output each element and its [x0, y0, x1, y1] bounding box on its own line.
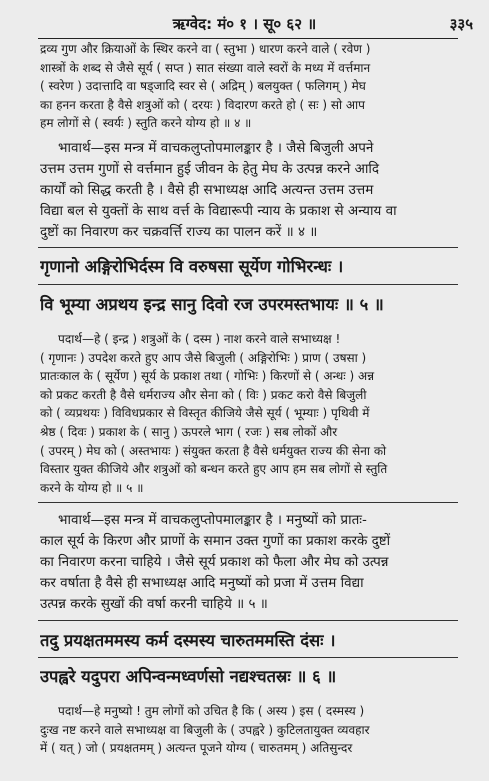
text-line: कार्यों को सिद्ध करती है । वैसे ही सभाध्यक्ष आदि अत्यन्त उत्तम उत्तम [40, 182, 374, 198]
text-line: करने के योग्य हो ॥ ५ ॥ [40, 480, 144, 495]
text-line: पदार्थ—हे ( इन्द्र ) शत्रुओं के ( दस्म ) नाश करने वाले सभाध्यक्ष ! [58, 332, 341, 346]
running-title: ऋग्वेद: मं० १ । सू० ६२ ॥ [172, 15, 317, 33]
text-line: प्रातःकाल के ( सूर्येण ) सूर्य के प्रकाश तथा ( गोभिः ) किरणों से ( अन्धः ) अन्न [40, 369, 375, 384]
text-line: ( गृणानः ) उपदेश करते हुए आप जैसे बिजुली ( अङ्गिरोभिः ) प्राण ( उषसा ) [40, 350, 367, 365]
bhavartha-5 [40, 510, 460, 615]
text-line: दुःख नष्ट करने वाले सभाध्यक्ष वा बिजुली के ( उपह्वरे ) कुटिलतायुक्त व्यवहार [40, 722, 370, 737]
text-line: को ( व्यप्रथयः ) विविधप्रकार से विस्तृत कीजिये जैसे सूर्य ( भूम्याः ) पृथिवी में [40, 406, 370, 421]
header-rule [38, 38, 458, 39]
section-rule [38, 657, 458, 658]
text-line: ( उपरम् ) मेघ को ( अस्तभायः ) संयुक्त करता है वैसे धर्मयुक्त राज्य की सेना को [40, 443, 387, 458]
text-line: विद्या बल से युक्तों के साथ वर्त्त के विद्यारूपी न्याय के प्रकाश से अन्याय वा [40, 203, 397, 219]
text-line: उत्पन्न करके सुखों की वर्षा करनी चाहिये ॥ ५ ॥ [40, 596, 268, 612]
section-rule [38, 247, 458, 248]
padartha-5 [40, 330, 460, 497]
text-line: को प्रकट करती है वैसे धर्मराज्य और सेना को ( विः ) प्रकट करो वैसे बिजुली [40, 387, 367, 402]
bhavartha-4 [40, 138, 460, 243]
text-line: हम लोगों से ( स्वर्यः ) स्तुति करने योग्य हो ॥ ४ ॥ [40, 116, 252, 131]
text-line: का निवारण करना चाहिये । जैसे सूर्य प्रकाश को फैला और मेघ को उत्पन्न [40, 554, 389, 570]
text-line: दुष्टों का निवारण कर चक्रवर्त्ति राज्य का पालन करें ॥ ४ ॥ [40, 224, 318, 240]
mantra-6-line-2: उपह्वरे यदुपरा अपिन्वन्मध्वर्णसो नद्यश्चतस्रः ॥ ६ ॥ [40, 667, 337, 686]
text-line: कर वर्षाता है वैसे ही सभाध्यक्ष आदि मनुष्यों को प्रजा में उत्तम विद्या [40, 575, 364, 591]
mantra-6-line-1: तदु प्रयक्षतममस्य कर्म दस्मस्य चारुतममस्ति दंसः । [40, 631, 336, 650]
text-line: में ( यत् ) जो ( प्रयक्षतमम् ) अत्यन्त पूजने योग्य ( चारुतमम् ) अतिसुन्दर [40, 741, 353, 756]
text-line: उत्तम उत्तम गुणों से वर्त्तमान हुई जीवन के हेतु मेघ के उत्पन्न करने आदि [40, 161, 380, 177]
text-line: विस्तार युक्त कीजिये और शत्रुओं को बन्धन करते हुए आप हम सब लोगों से स्तुति [40, 462, 388, 477]
section-rule [38, 284, 458, 285]
text-line: शास्त्रों के शब्द से जैसे सूर्य ( सप्त ) सात संख्या वाले स्वरों के मध्य में वर्त्तमान [40, 60, 371, 75]
text-line: ( स्वरेण ) उदात्तादि वा षड्जादि स्वर से ( अद्रिम् ) बलयुक्त ( फलिगम् ) मेघ [40, 79, 366, 94]
section-rule [38, 502, 458, 503]
text-line: भावार्थ—इस मन्त्र में वाचकलुप्तोपमालङ्कार है । जैसे बिजुली अपने [58, 140, 374, 156]
text-line: श्रेष्ठ ( दिवः ) प्रकाश के ( सानु ) ऊपरले भाग ( रजः ) सब लोकों और [40, 424, 338, 439]
text-line: द्रव्य गुण और क्रियाओं के स्थिर करने वा ( स्तुभा ) धारण करने वाले ( रवेण ) [40, 42, 371, 56]
page-number: ३३५ [449, 15, 473, 33]
padartha-6 [40, 702, 460, 758]
section-rule [38, 620, 458, 621]
text-line: पदार्थ—हे मनुष्यो ! तुम लोगों को उचित है कि ( अस्य ) इस ( दस्मस्य ) [58, 704, 365, 718]
mantra-5-line-2: वि भूम्या अप्रथय इन्द्र सानु दिवो रज उपरमस्तभायः ॥ ५ ॥ [40, 295, 384, 314]
mantra-5-line-1: गृणानो अङ्गिरोभिर्दस्म वि वरुषसा सूर्येण गोभिरन्धः । [40, 257, 344, 276]
text-line: काल सूर्य के किरण और प्राणों के समान उक्त गुणों का प्रकाश करके दुष्टों [40, 533, 391, 549]
page-header [0, 14, 489, 38]
padartha-4-continuation [40, 40, 460, 133]
text-line: का हनन करता है वैसे शत्रुओं को ( दरयः ) विदारण करते हो ( सः ) सो आप [40, 97, 365, 112]
text-line: भावार्थ—इस मन्त्र में वाचकलुप्तोपमालङ्कार है । मनुष्यों को प्रातः- [58, 512, 367, 528]
